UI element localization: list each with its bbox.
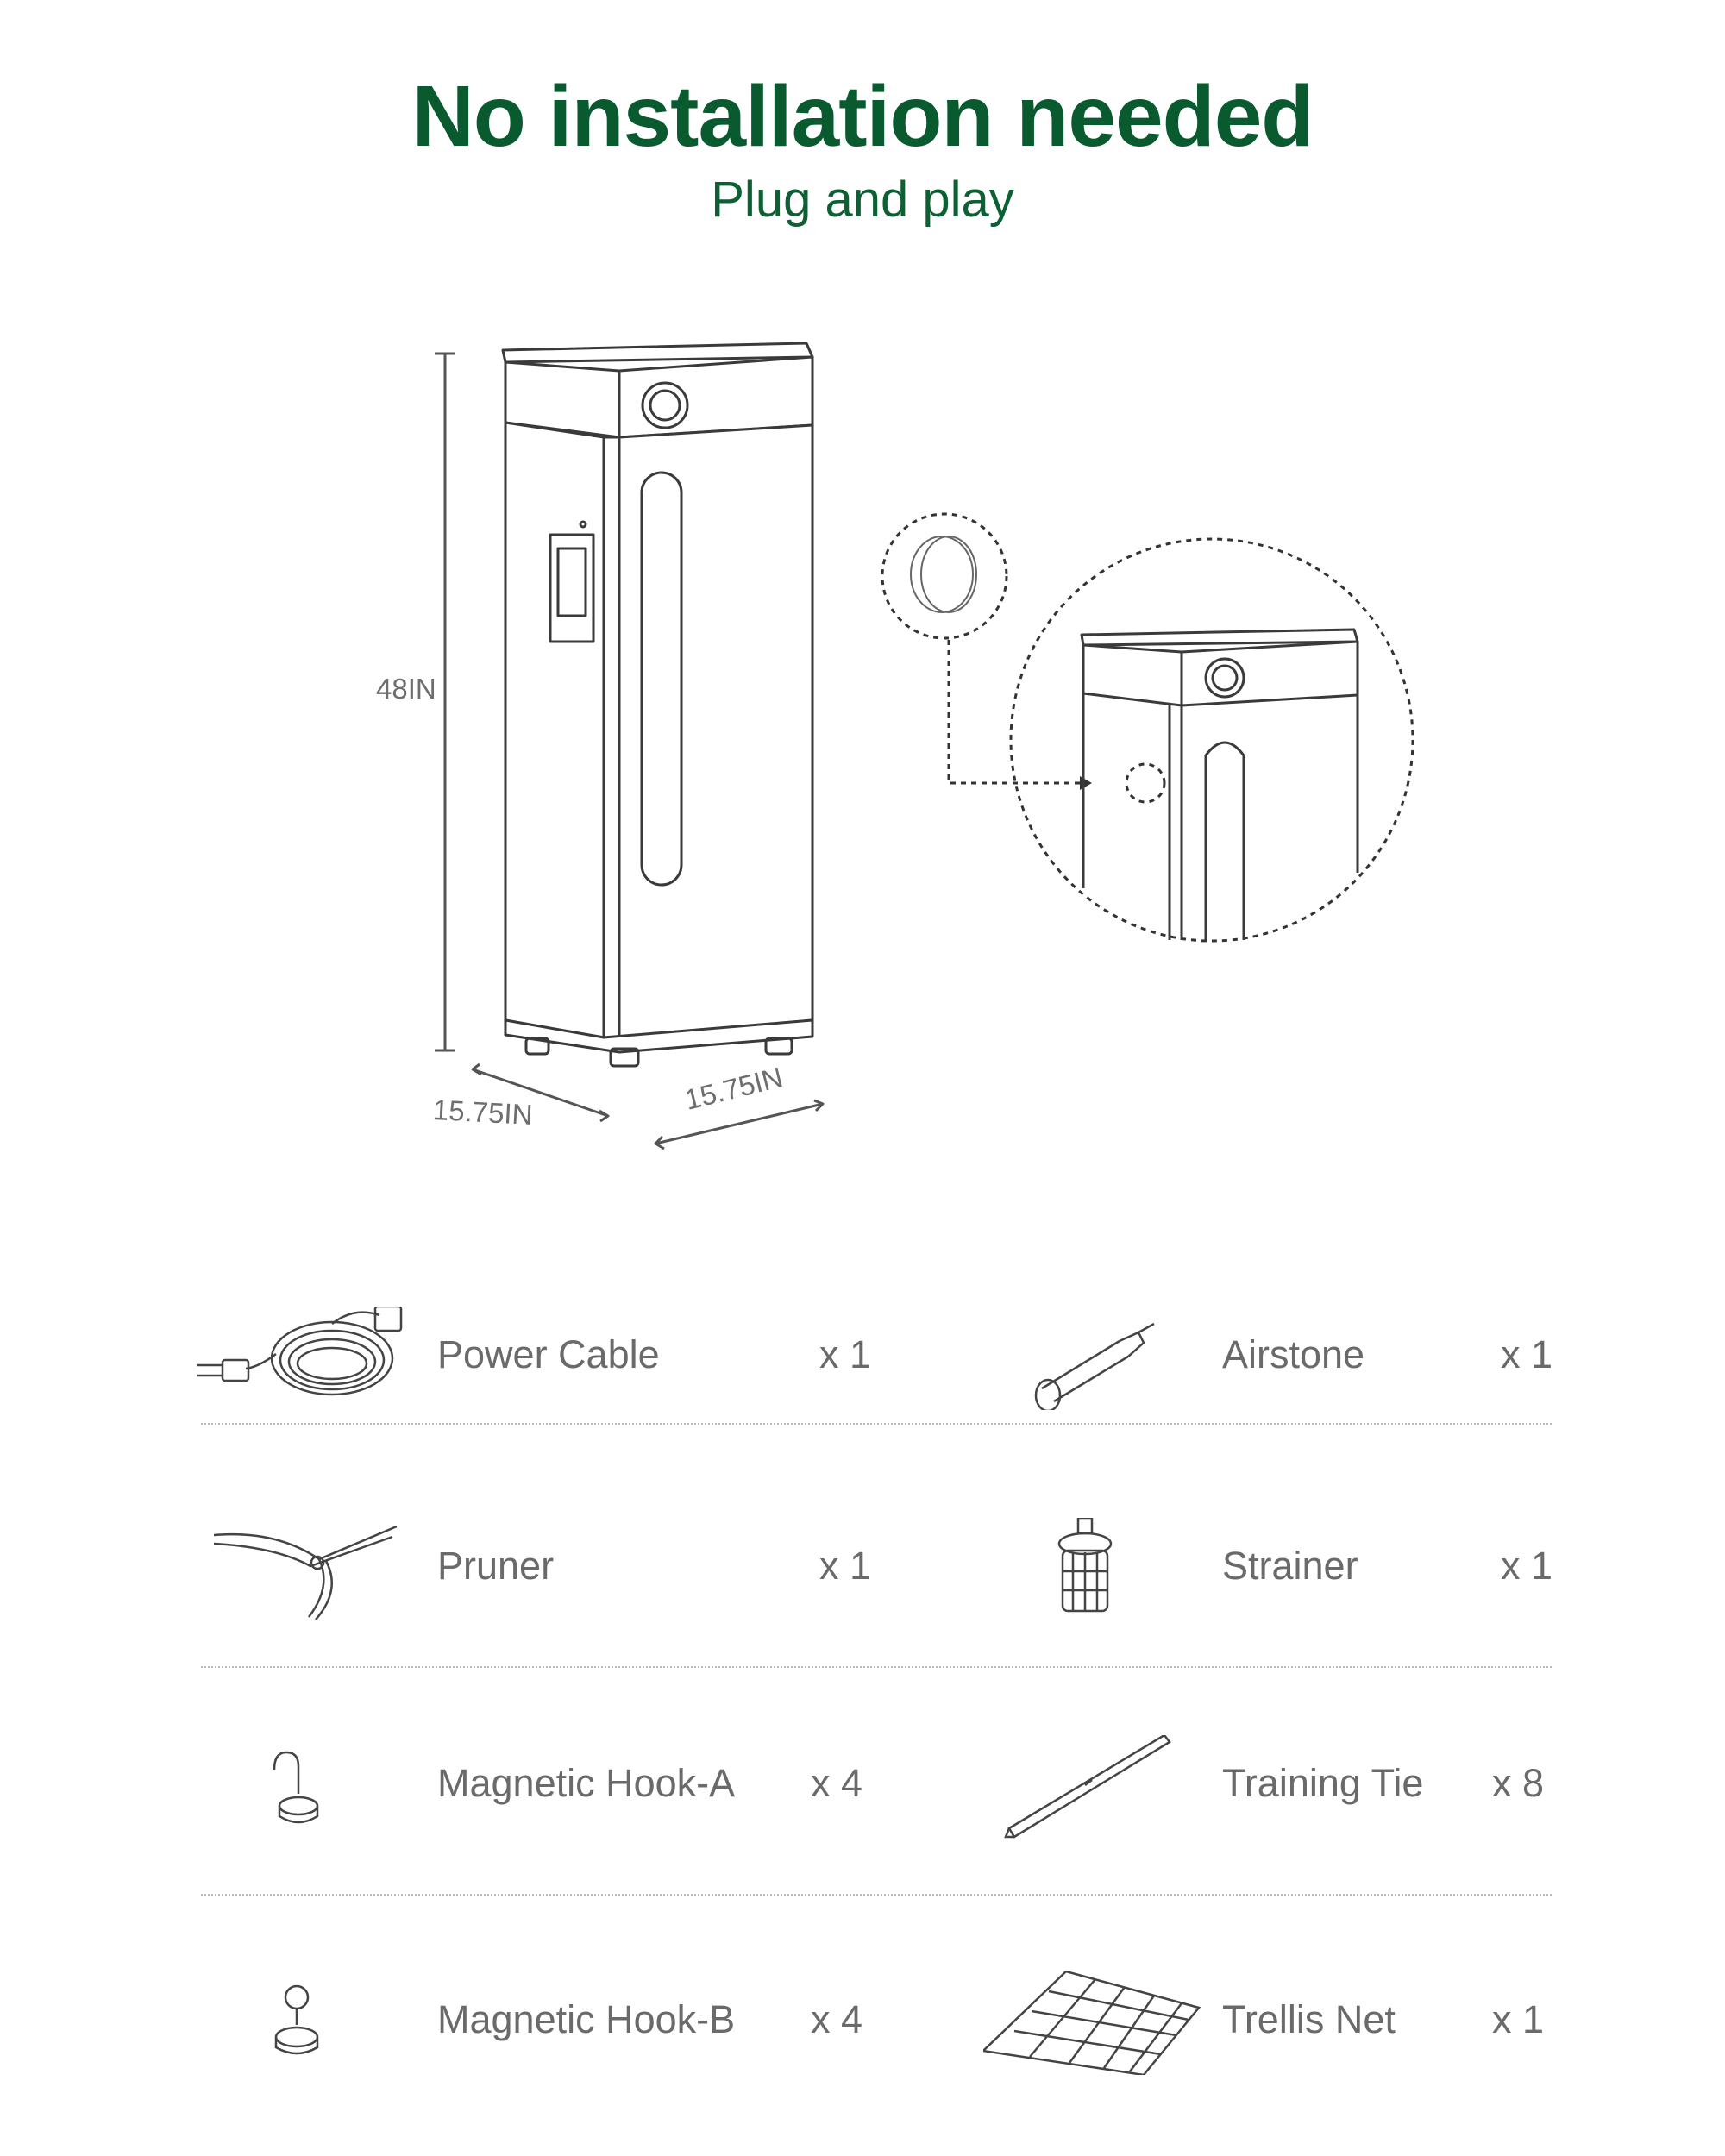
- magnet-disc-icon: [911, 536, 976, 612]
- item-label: Trellis Net: [1222, 1997, 1396, 2041]
- width-dimension-label: 15.75IN: [681, 1061, 787, 1116]
- page-subtitle: Plug and play: [711, 172, 1014, 228]
- item-quantity: x 8: [1492, 1761, 1545, 1805]
- item-strainer: [983, 1518, 1570, 1621]
- height-dimension-line: [435, 354, 455, 1050]
- item-quantity: x 1: [819, 1544, 872, 1588]
- height-dimension-label: 48IN: [376, 673, 436, 705]
- item-training-tie: [983, 1735, 1570, 1839]
- cabinet-zoom-view: [1082, 630, 1358, 940]
- item-quantity: x 4: [811, 1997, 863, 2041]
- callout-arrowhead: [1080, 776, 1092, 790]
- training-tie-icon: [983, 1735, 1208, 1839]
- item-quantity: x 4: [811, 1761, 863, 1805]
- airstone-icon: [983, 1307, 1208, 1410]
- item-pruner: [181, 1518, 871, 1621]
- strainer-icon: [983, 1518, 1208, 1621]
- item-label: Magnetic Hook-B: [437, 1997, 736, 2041]
- magnet-detail-callout: [882, 514, 1413, 941]
- item-label: Pruner: [437, 1544, 555, 1588]
- row-divider: [201, 1666, 1552, 1668]
- item-quantity: x 1: [1501, 1332, 1553, 1376]
- trellis-net-icon: [983, 1971, 1208, 2075]
- item-quantity: x 1: [1501, 1544, 1553, 1588]
- item-quantity: x 1: [819, 1332, 872, 1376]
- pruner-icon: [181, 1518, 405, 1621]
- item-magnetic-hook-a: [181, 1735, 871, 1839]
- item-magnetic-hook-b: [181, 1971, 871, 2075]
- magnetic-hook-a-icon: [181, 1735, 405, 1839]
- row-divider: [201, 1423, 1552, 1425]
- row-divider: [201, 1894, 1552, 1896]
- item-trellis-net: [983, 1971, 1570, 2075]
- item-power-cable: [181, 1307, 871, 1410]
- magnetic-hook-b-icon: [181, 1971, 405, 2075]
- item-quantity: x 1: [1492, 1997, 1545, 2041]
- power-cable-icon: [181, 1307, 405, 1410]
- grow-cabinet-front-view: [503, 343, 812, 1066]
- item-label: Training Tie: [1222, 1761, 1424, 1805]
- item-label: Strainer: [1222, 1544, 1358, 1588]
- item-label: Power Cable: [437, 1332, 660, 1376]
- item-label: Airstone: [1222, 1332, 1365, 1376]
- width-dimension-line: [656, 1100, 823, 1149]
- page-title: No installation needed: [411, 68, 1314, 165]
- depth-dimension-label: 15.75IN: [432, 1094, 534, 1131]
- item-airstone: [983, 1307, 1570, 1410]
- item-label: Magnetic Hook-A: [437, 1761, 736, 1805]
